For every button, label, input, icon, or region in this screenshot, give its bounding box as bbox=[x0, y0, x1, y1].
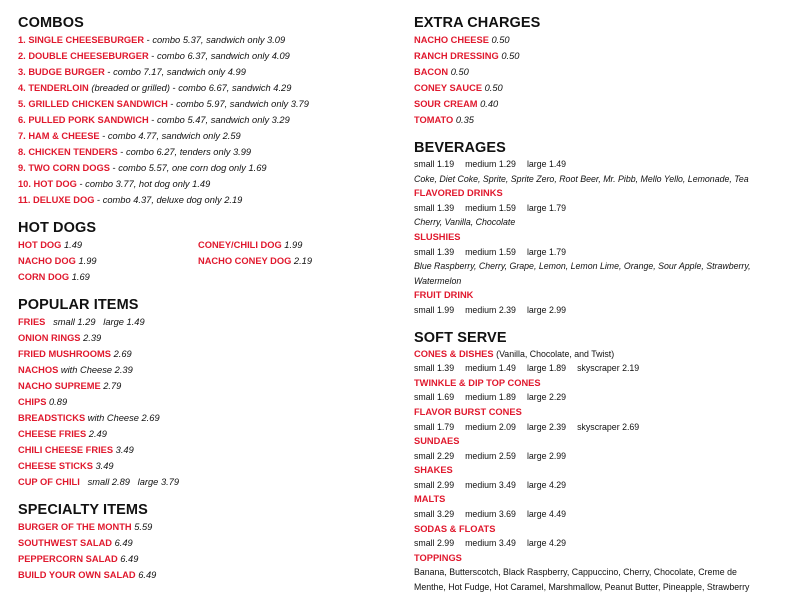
item-detail: combo 5.47, sandwich only 3.29 bbox=[156, 115, 290, 125]
item-note: (breaded or grilled) bbox=[91, 83, 170, 93]
item-name: CONEY/CHILI DOG bbox=[198, 240, 282, 250]
item-name: BURGER OF THE MONTH bbox=[18, 522, 132, 532]
item-extra: with Cheese bbox=[60, 365, 113, 375]
item-price: 2.79 bbox=[103, 381, 122, 391]
combo-item: 5. GRILLED CHICKEN SANDWICH - combo 5.97, sandwich only 3.79 bbox=[18, 99, 309, 109]
beverage-sizes bbox=[414, 157, 780, 172]
hot-dogs-col-2 bbox=[198, 237, 312, 285]
combo-item: 8. CHICKEN TENDERS - combo 6.27, tenders only 3.99 bbox=[18, 147, 252, 157]
extra-item bbox=[414, 96, 780, 112]
left-column bbox=[18, 14, 388, 594]
item-name: NACHO DOG bbox=[18, 256, 76, 266]
size-price: large 4.29 bbox=[526, 538, 567, 549]
fruit-drink-sizes bbox=[414, 303, 780, 318]
soft-serve-sizes bbox=[414, 390, 780, 405]
slushies-title: SLUSHIES bbox=[414, 231, 461, 242]
size-price: large 1.79 bbox=[526, 202, 567, 213]
slushies-flavors-1: Blue Raspberry, Cherry, Grape, Lemon, Lemon Lime, Orange, Sour Apple, Strawberry, bbox=[414, 261, 751, 272]
item-price: 0.50 bbox=[450, 67, 469, 77]
popular-item bbox=[18, 330, 388, 346]
size-price: medium 1.29 bbox=[465, 159, 516, 169]
item-price: 5.59 bbox=[134, 522, 153, 532]
size-price: medium 3.69 bbox=[465, 509, 516, 520]
size-price: small 1.19 bbox=[414, 159, 455, 169]
beverage-flavors: Coke, Diet Coke, Sprite, Sprite Zero, Root Beer, Mr. Pibb, Mello Yello, Lemonade, Tea bbox=[414, 173, 749, 184]
size-price: medium 3.49 bbox=[465, 479, 516, 490]
item-price: 1.99 bbox=[284, 240, 303, 250]
extra-item bbox=[414, 80, 780, 96]
combo-item: 6. PULLED PORK SANDWICH - combo 5.47, sandwich only 3.29 bbox=[18, 115, 290, 125]
item-price: 0.50 bbox=[491, 35, 510, 45]
item-price: 0.50 bbox=[484, 83, 503, 93]
item-name: CORN DOG bbox=[18, 272, 70, 282]
size-price: small 2.29 bbox=[414, 450, 455, 461]
soft-serve-sizes bbox=[414, 449, 780, 464]
combo-item: 1. SINGLE CHEESEBURGER - combo 5.37, sandwich only 3.09 bbox=[18, 35, 286, 45]
item-name: 6. PULLED PORK SANDWICH bbox=[18, 115, 149, 125]
item-price: 2.69 bbox=[113, 349, 132, 359]
hot-dogs-grid bbox=[18, 237, 388, 285]
hot-dogs-col-1 bbox=[18, 237, 198, 285]
soft-serve-item-title: SODAS & FLOATS bbox=[414, 523, 496, 534]
size-price: skyscraper 2.19 bbox=[577, 363, 640, 374]
item-detail: combo 6.27, tenders only 3.99 bbox=[125, 147, 252, 157]
size-price: small 1.39 bbox=[414, 246, 455, 257]
item-name: 9. TWO CORN DOGS bbox=[18, 163, 110, 173]
soft-serve-sizes bbox=[414, 536, 780, 551]
item-price: 1.69 bbox=[71, 272, 90, 282]
hot-dog-item bbox=[18, 269, 198, 285]
soft-serve-sizes bbox=[414, 361, 780, 376]
item-price: 6.49 bbox=[120, 554, 139, 564]
item-detail: combo 5.57, one corn dog only 1.69 bbox=[118, 163, 267, 173]
popular-item bbox=[18, 474, 388, 490]
hot-dogs-section bbox=[18, 219, 388, 285]
item-extra: with Cheese bbox=[87, 413, 139, 423]
item-price: 1.49 bbox=[63, 240, 83, 250]
item-name: CONEY SAUCE bbox=[414, 83, 483, 93]
specialty-items-section bbox=[18, 501, 388, 583]
item-name: CUP OF CHILI bbox=[18, 477, 80, 487]
item-name: SOUR CREAM bbox=[414, 99, 478, 109]
soft-serve-sizes bbox=[414, 507, 780, 522]
slushies-flavors-2: Watermelon bbox=[414, 275, 462, 286]
popular-item bbox=[18, 458, 388, 474]
size-price: small 1.99 bbox=[414, 304, 455, 315]
size-price: small 1.69 bbox=[414, 392, 455, 403]
item-price: small 1.29 large 1.49 bbox=[53, 317, 145, 327]
item-name: FRIES bbox=[18, 317, 46, 327]
item-name: NACHO CHEESE bbox=[414, 35, 489, 45]
size-price: medium 2.59 bbox=[465, 450, 516, 461]
beverages-section bbox=[414, 139, 780, 318]
item-price: 6.49 bbox=[138, 570, 157, 580]
item-price: 1.99 bbox=[78, 256, 97, 266]
soft-serve-item-title: SHAKES bbox=[414, 465, 453, 476]
size-price: large 1.89 bbox=[526, 363, 567, 374]
combo-item: 4. TENDERLOIN (breaded or grilled) - combo 6.67, sandwich 4.29 bbox=[18, 83, 292, 93]
popular-item bbox=[18, 442, 388, 458]
slushies-sizes bbox=[414, 245, 780, 260]
item-name: NACHOS bbox=[18, 365, 59, 375]
size-price: large 2.39 bbox=[526, 421, 567, 432]
item-detail: combo 5.97, sandwich only 3.79 bbox=[176, 99, 309, 109]
item-price: small 2.89 large 3.79 bbox=[87, 477, 180, 487]
item-name: RANCH DRESSING bbox=[414, 51, 499, 61]
item-name: SOUTHWEST SALAD bbox=[18, 538, 112, 548]
item-price: 0.50 bbox=[501, 51, 520, 61]
section-title-combos: COMBOS bbox=[18, 15, 84, 31]
section-title-specialty: SPECIALTY ITEMS bbox=[18, 502, 148, 518]
combos-list bbox=[18, 32, 388, 208]
size-price: medium 3.49 bbox=[465, 538, 516, 549]
soft-serve-item-title: MALTS bbox=[414, 494, 446, 505]
popular-item bbox=[18, 394, 388, 410]
size-price: small 1.39 bbox=[414, 363, 455, 374]
size-price: large 2.29 bbox=[526, 392, 567, 403]
popular-item bbox=[18, 426, 388, 442]
soft-serve-item-title: SUNDAES bbox=[414, 436, 460, 447]
extra-item bbox=[414, 32, 780, 48]
item-name: CONES & DISHES bbox=[414, 348, 494, 359]
soft-serve-item-title: TWINKLE & DIP TOP CONES bbox=[414, 377, 541, 388]
flavored-drinks-sizes bbox=[414, 201, 780, 216]
extra-item bbox=[414, 48, 780, 64]
size-price: small 3.29 bbox=[414, 509, 455, 520]
size-price: medium 1.59 bbox=[465, 202, 516, 213]
size-price: small 1.79 bbox=[414, 421, 455, 432]
combo-item: 10. HOT DOG - combo 3.77, hot dog only 1.49 bbox=[18, 179, 211, 189]
item-name: 2. DOUBLE CHEESEBURGER bbox=[18, 51, 149, 61]
combos-section bbox=[18, 14, 388, 208]
item-price: 2.39 bbox=[83, 333, 102, 343]
soft-serve-sizes bbox=[414, 478, 780, 493]
item-price: 3.49 bbox=[95, 461, 114, 471]
item-price: 2.19 bbox=[293, 256, 313, 266]
item-name: 1. SINGLE CHEESEBURGER bbox=[18, 35, 145, 45]
size-price: medium 1.89 bbox=[465, 392, 516, 403]
item-detail: combo 4.37, deluxe dog only 2.19 bbox=[102, 195, 243, 205]
item-name: HOT DOG bbox=[18, 240, 62, 250]
item-name: CHEESE STICKS bbox=[18, 461, 93, 471]
popular-item bbox=[18, 378, 388, 394]
extra-item bbox=[414, 64, 780, 80]
size-price: large 4.49 bbox=[526, 509, 567, 520]
item-price: 0.89 bbox=[49, 397, 68, 407]
item-name: BUILD YOUR OWN SALAD bbox=[18, 570, 136, 580]
item-detail: combo 6.37, sandwich only 4.09 bbox=[156, 51, 290, 61]
item-price: 6.49 bbox=[114, 538, 133, 548]
item-price: 2.49 bbox=[88, 429, 107, 439]
item-name: FRIED MUSHROOMS bbox=[18, 349, 111, 359]
item-name: CHIPS bbox=[18, 397, 47, 407]
size-price: large 1.49 bbox=[526, 159, 567, 169]
item-price: 2.69 bbox=[141, 413, 160, 423]
item-price: 0.35 bbox=[455, 115, 474, 125]
size-price: large 2.99 bbox=[526, 450, 567, 461]
toppings-title: TOPPINGS bbox=[414, 552, 462, 563]
size-price: medium 2.09 bbox=[465, 421, 516, 432]
item-price: 0.40 bbox=[480, 99, 499, 109]
soft-serve-section bbox=[414, 329, 780, 595]
extra-charges-section bbox=[414, 14, 780, 128]
item-price: 3.49 bbox=[115, 445, 134, 455]
specialty-item bbox=[18, 551, 388, 567]
item-detail: combo 5.37, sandwich only 3.09 bbox=[152, 35, 286, 45]
extra-item bbox=[414, 112, 780, 128]
section-title-soft-serve: SOFT SERVE bbox=[414, 329, 507, 346]
soft-serve-item-title: FLAVOR BURST CONES bbox=[414, 406, 522, 417]
item-name: BREADSTICKS bbox=[18, 413, 86, 423]
toppings-list-1: Banana, Butterscotch, Black Raspberry, Cappuccino, Cherry, Chocolate, Creme de bbox=[414, 567, 737, 578]
item-name: ONION RINGS bbox=[18, 333, 81, 343]
toppings-list-2: Menthe, Hot Fudge, Hot Caramel, Marshmallow, Peanut Butter, Pineapple, Strawberry bbox=[414, 582, 750, 593]
item-note: (Vanilla, Chocolate, and Twist) bbox=[496, 348, 615, 359]
item-name: NACHO SUPREME bbox=[18, 381, 101, 391]
section-title-hot-dogs: HOT DOGS bbox=[18, 220, 97, 236]
item-detail: combo 7.17, sandwich only 4.99 bbox=[113, 67, 246, 77]
hot-dog-item bbox=[198, 253, 312, 269]
item-name: NACHO CONEY DOG bbox=[198, 256, 292, 266]
item-name: 10. HOT DOG bbox=[18, 179, 77, 189]
size-price: large 4.29 bbox=[526, 479, 567, 490]
item-name: TOMATO bbox=[414, 115, 454, 125]
section-title-popular: POPULAR ITEMS bbox=[18, 297, 139, 313]
item-name: 3. BUDGE BURGER bbox=[18, 67, 105, 77]
section-title-beverages: BEVERAGES bbox=[414, 140, 506, 156]
item-name: 11. DELUXE DOG bbox=[18, 195, 95, 205]
combo-item: 9. TWO CORN DOGS - combo 5.57, one corn dog only 1.69 bbox=[18, 163, 267, 173]
combo-item: 3. BUDGE BURGER - combo 7.17, sandwich only 4.99 bbox=[18, 67, 246, 77]
combo-item: 2. DOUBLE CHEESEBURGER - combo 6.37, sandwich only 4.09 bbox=[18, 51, 290, 61]
size-price: small 1.39 bbox=[414, 202, 455, 213]
hot-dog-item bbox=[18, 237, 198, 253]
item-name: 5. GRILLED CHICKEN SANDWICH bbox=[18, 99, 168, 109]
soft-serve-item-title bbox=[414, 347, 780, 362]
section-title-extra: EXTRA CHARGES bbox=[414, 15, 541, 31]
item-name: CHEESE FRIES bbox=[18, 429, 87, 439]
popular-item bbox=[18, 314, 388, 330]
item-name: 8. CHICKEN TENDERS bbox=[18, 147, 118, 157]
combo-item: 7. HAM & CHEESE - combo 4.77, sandwich only 2.59 bbox=[18, 131, 241, 141]
popular-item bbox=[18, 362, 388, 378]
specialty-item bbox=[18, 567, 388, 583]
size-price: small 2.99 bbox=[414, 538, 455, 549]
size-price: large 1.79 bbox=[526, 246, 567, 257]
hot-dog-item bbox=[198, 237, 312, 253]
size-price: medium 2.39 bbox=[465, 304, 516, 315]
soft-serve-sizes bbox=[414, 420, 780, 435]
fruit-drink-title: FRUIT DRINK bbox=[414, 290, 474, 301]
item-detail: combo 6.67, sandwich 4.29 bbox=[178, 83, 292, 93]
popular-item bbox=[18, 410, 388, 426]
size-price: medium 1.49 bbox=[465, 363, 516, 374]
item-name: BACON bbox=[414, 67, 449, 77]
size-price: small 2.99 bbox=[414, 479, 455, 490]
hot-dog-item bbox=[18, 253, 198, 269]
size-price: skyscraper 2.69 bbox=[577, 421, 640, 432]
item-detail: combo 4.77, sandwich only 2.59 bbox=[107, 131, 241, 141]
right-column bbox=[414, 14, 780, 606]
flavored-drinks-title: FLAVORED DRINKS bbox=[414, 188, 503, 199]
item-price: 2.39 bbox=[114, 365, 133, 375]
specialty-item bbox=[18, 519, 388, 535]
item-name: 4. TENDERLOIN bbox=[18, 83, 89, 93]
item-detail: combo 3.77, hot dog only 1.49 bbox=[85, 179, 211, 189]
combo-item: 11. DELUXE DOG - combo 4.37, deluxe dog only 2.19 bbox=[18, 195, 243, 205]
popular-items-section bbox=[18, 296, 388, 490]
flavored-drinks-flavors: Cherry, Vanilla, Chocolate bbox=[414, 217, 516, 228]
specialty-item bbox=[18, 535, 388, 551]
popular-item bbox=[18, 346, 388, 362]
item-name: CHILI CHEESE FRIES bbox=[18, 445, 114, 455]
item-name: PEPPERCORN SALAD bbox=[18, 554, 118, 564]
size-price: large 2.99 bbox=[526, 304, 567, 315]
item-name: 7. HAM & CHEESE bbox=[18, 131, 100, 141]
size-price: medium 1.59 bbox=[465, 246, 516, 257]
